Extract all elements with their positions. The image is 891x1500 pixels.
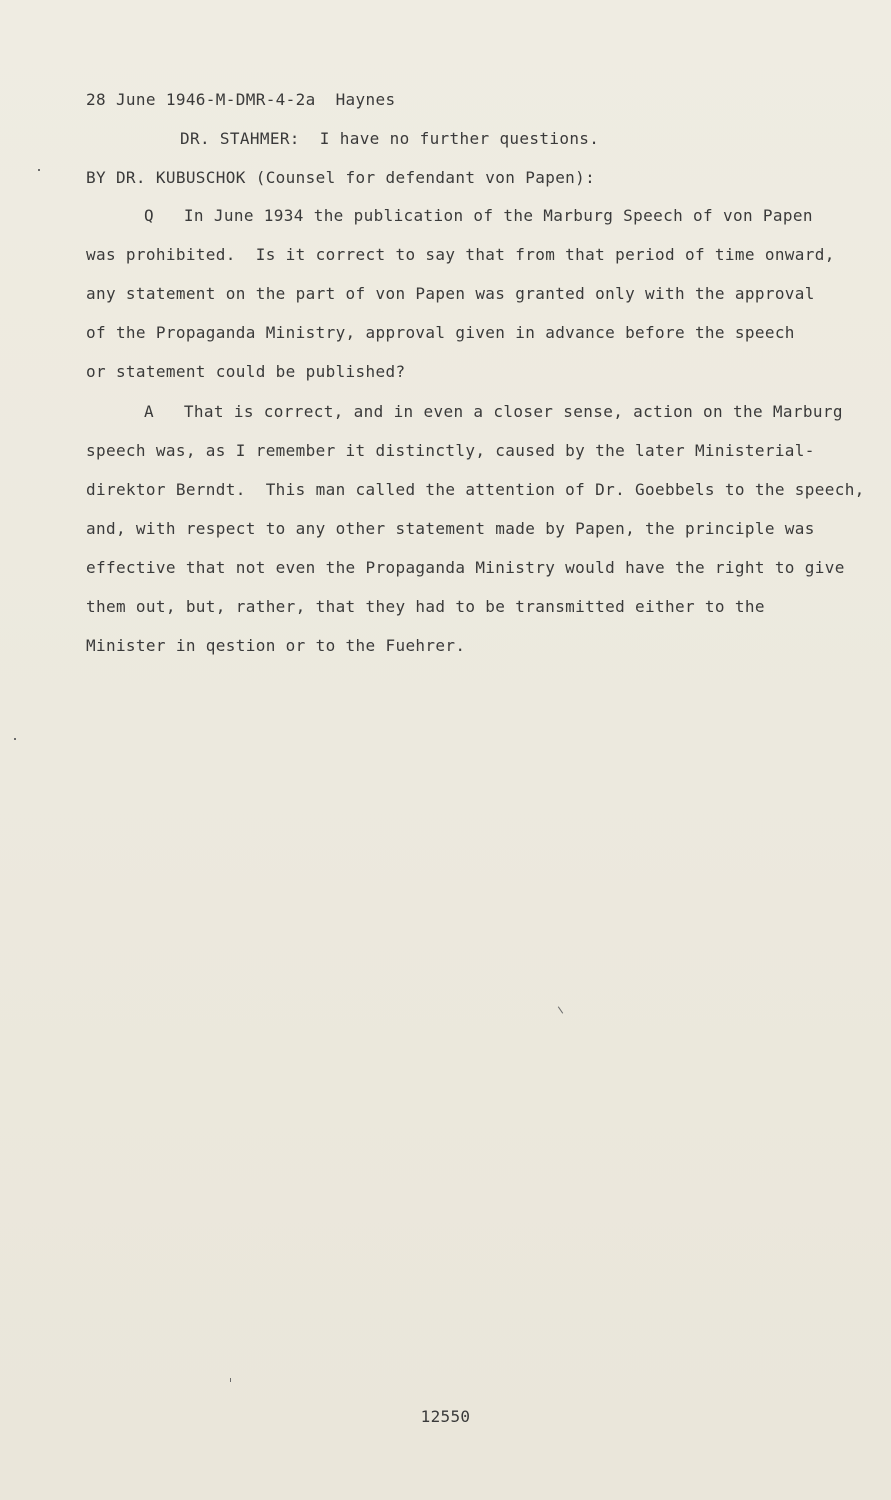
- stray-mark: [230, 1378, 231, 1382]
- answer-line: Minister in qestion or to the Fuehrer.: [86, 636, 466, 655]
- answer-line: effective that not even the Propaganda Ministry would have the right to give: [86, 558, 845, 577]
- stray-mark: [38, 169, 40, 171]
- answer-line: direktor Berndt. This man called the attention of Dr. Goebbels to the speech,: [86, 480, 865, 499]
- stahmer-statement: DR. STAHMER: I have no further questions.: [180, 129, 600, 148]
- answer-line: them out, but, rather, that they had to be transmitted either to the: [86, 597, 765, 616]
- document-header: 28 June 1946-M-DMR-4-2a Haynes: [86, 90, 396, 109]
- question-line: any statement on the part of von Papen was granted only with the approval: [86, 284, 815, 303]
- page-number: 12550: [420, 1407, 471, 1426]
- question-line: of the Propaganda Ministry, approval given in advance before the speech: [86, 323, 795, 342]
- answer-line: and, with respect to any other statement made by Papen, the principle was: [86, 519, 815, 538]
- question-line: Q In June 1934 the publication of the Marburg Speech of von Papen: [144, 206, 813, 225]
- stray-mark: [558, 1006, 563, 1013]
- question-line: was prohibited. Is it correct to say that from that period of time onward,: [86, 245, 835, 264]
- answer-line: speech was, as I remember it distinctly, caused by the later Ministerial-: [86, 441, 815, 460]
- answer-paragraph: [86, 402, 865, 675]
- question-paragraph: [86, 206, 846, 401]
- stray-mark: [14, 738, 16, 740]
- question-line: or statement could be published?: [86, 362, 406, 381]
- examination-heading: BY DR. KUBUSCHOK (Counsel for defendant von Papen):: [86, 168, 596, 187]
- answer-line: A That is correct, and in even a closer sense, action on the Marburg: [144, 402, 843, 421]
